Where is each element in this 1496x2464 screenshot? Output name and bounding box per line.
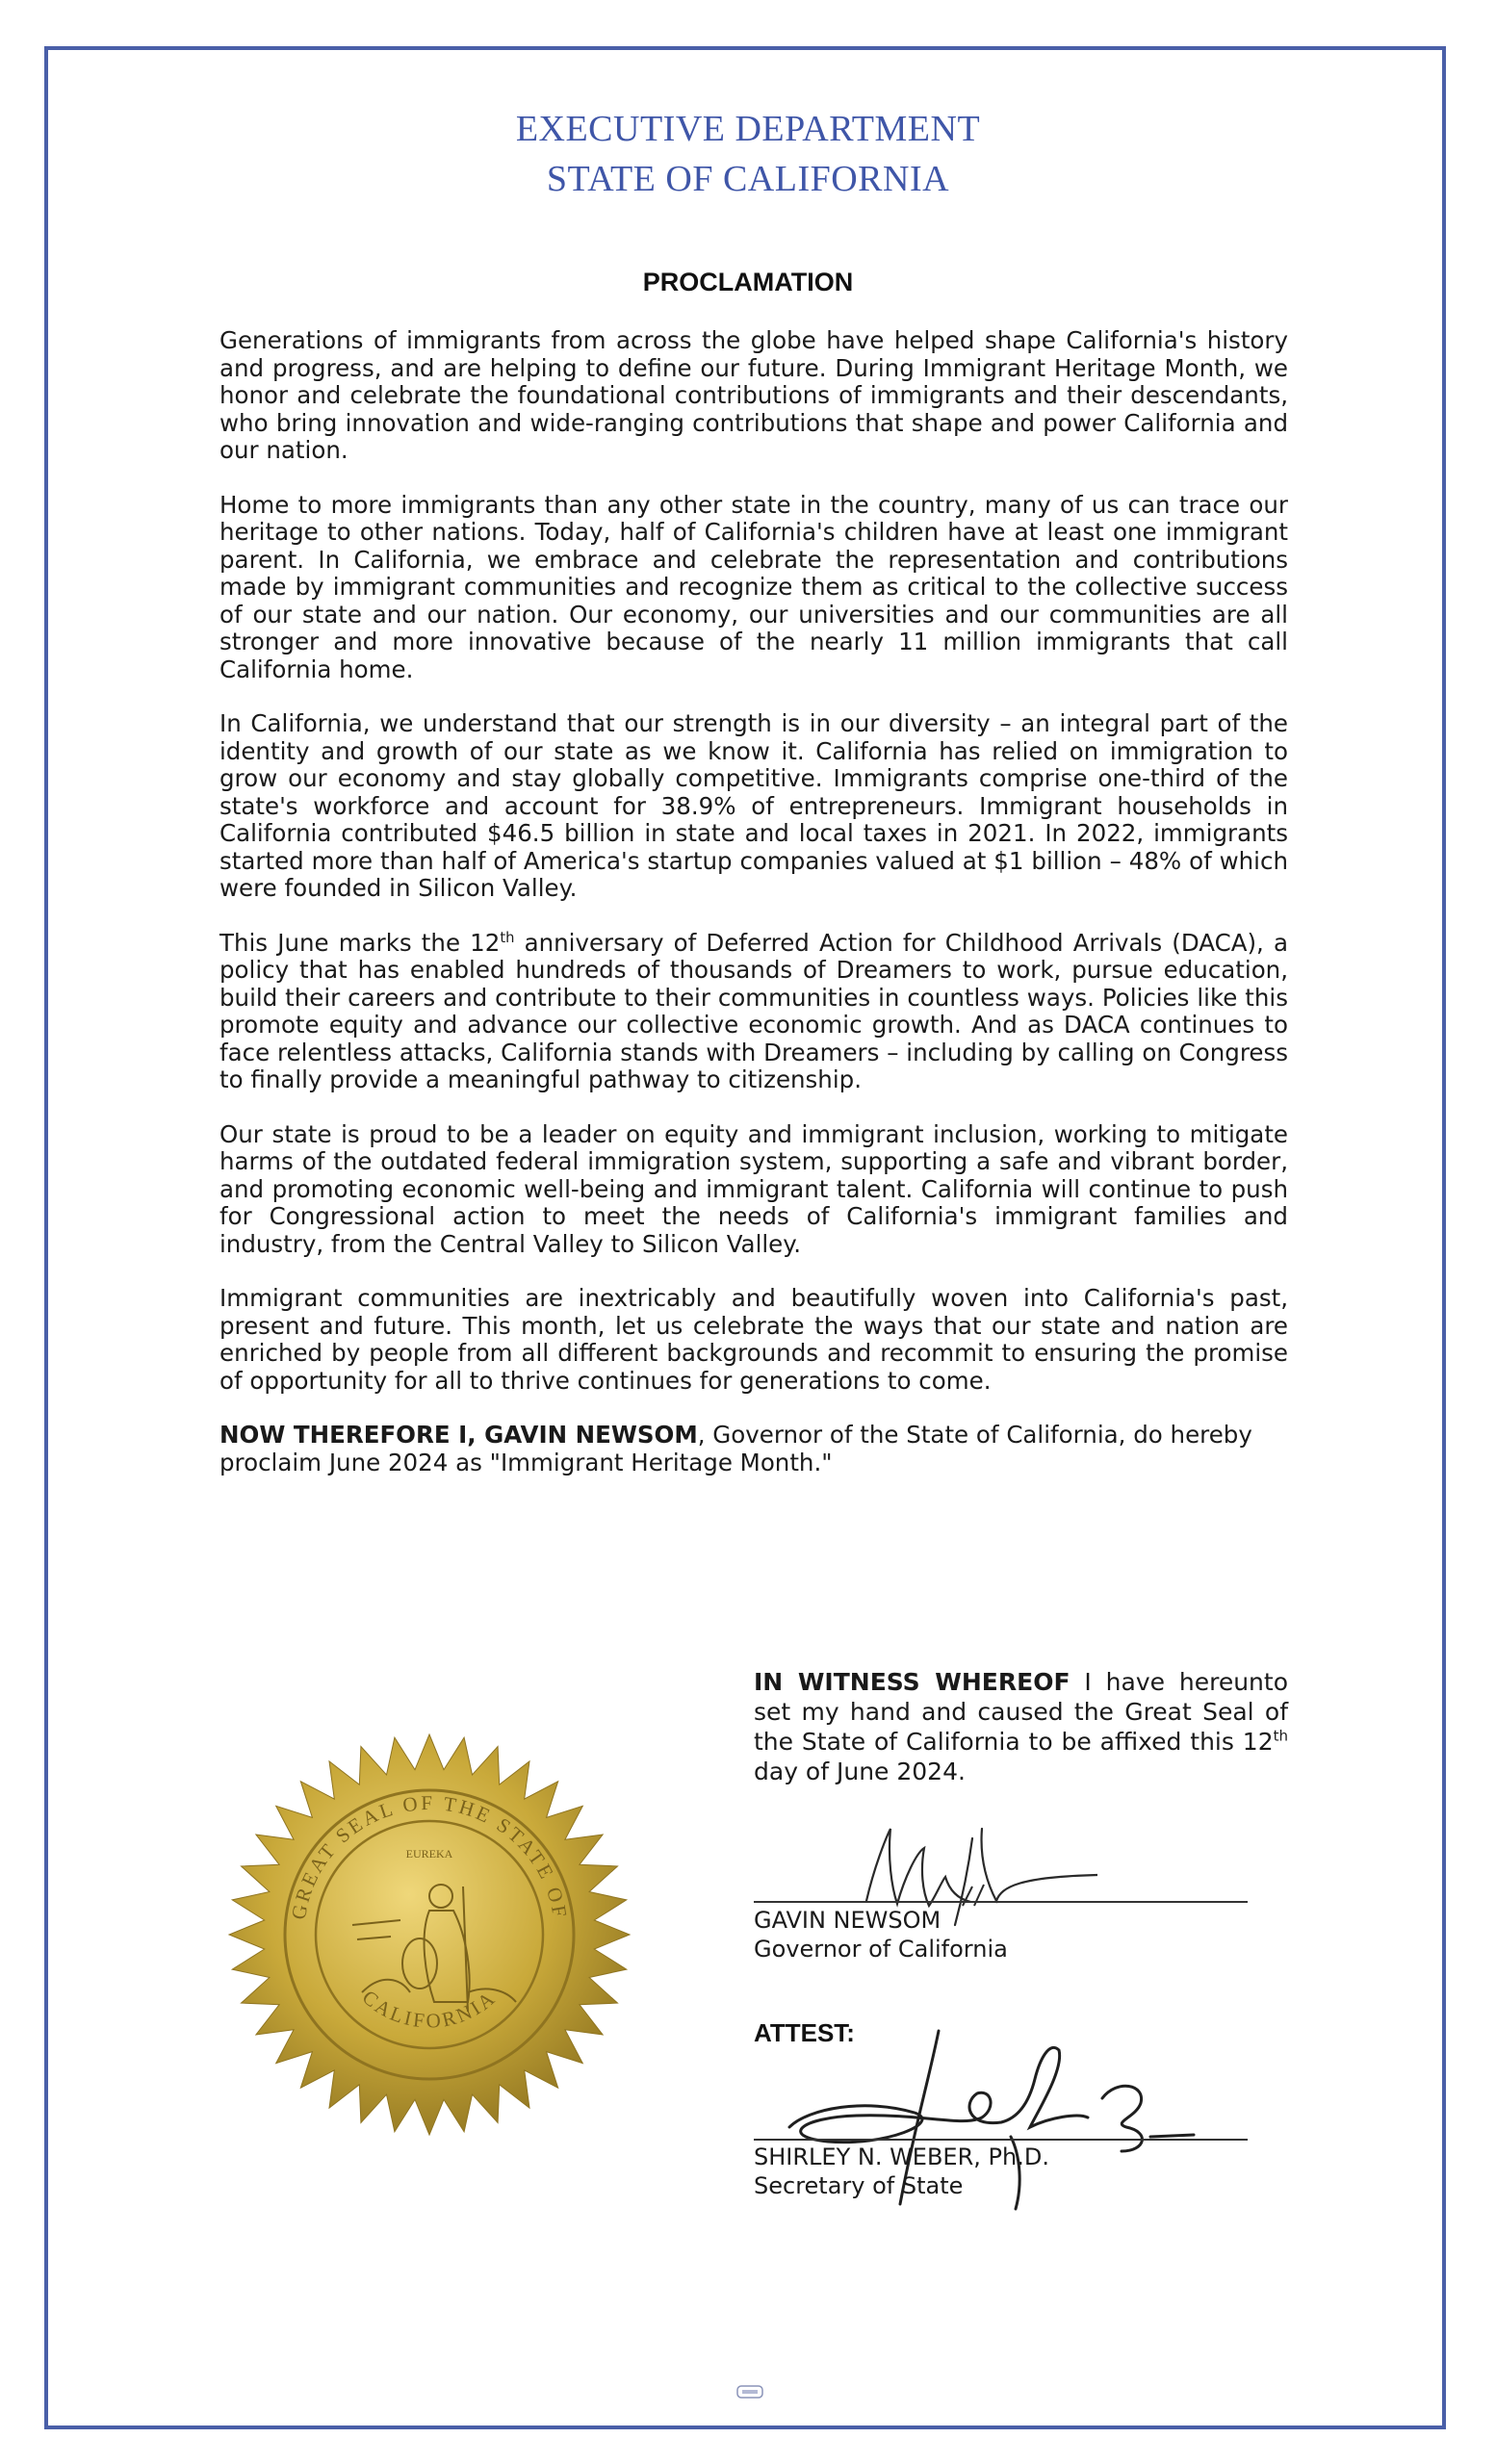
- header-line-1: EXECUTIVE DEPARTMENT: [515, 109, 981, 149]
- witness-bold: IN WITNESS WHEREOF: [754, 1668, 1070, 1696]
- witness-ordinal: th: [1273, 1727, 1288, 1745]
- seal-text-bottom: CALIFORNIA: [357, 1985, 502, 2033]
- secretary-title: Secretary of State: [754, 2172, 964, 2199]
- paragraph-daca: [219, 930, 1288, 1094]
- paragraph-5: Our state is proud to be a leader on equity and immigrant inclusion, working to mitigate harms of the outdated federal immigration system, supporting a safe and vibrant border, and promoting economic well-being and immigrant talent. California will continue to push for Congressional action to meet the needs of California's immigrant families and industry, from the Central Valley to Silicon Valley.: [219, 1119, 1288, 1258]
- header-line-2: STATE OF CALIFORNIA: [546, 159, 950, 199]
- attest-label: ATTEST:: [754, 2018, 855, 2047]
- great-seal: [227, 1732, 632, 2137]
- proclamation-body: [219, 327, 1288, 1503]
- daca-ordinal: th: [500, 929, 515, 946]
- witness-clause: [754, 1667, 1288, 1786]
- now-therefore-bold: NOW THEREFORE I, GAVIN NEWSOM: [219, 1421, 698, 1449]
- now-therefore-rest: , Governor of the State of California, do hereby proclaim June 2024 as "Immigrant Heritage Month.": [219, 1421, 1252, 1476]
- now-therefore-paragraph: [219, 1422, 1288, 1476]
- governor-name: GAVIN NEWSOM: [754, 1907, 941, 1934]
- union-bug-icon: [736, 2385, 763, 2399]
- document-header: [0, 104, 1496, 204]
- governor-signature-line: [754, 1901, 1248, 1903]
- paragraph-6: Immigrant communities are inextricably and beautifully woven into California's past, present and future. This month, let us celebrate the ways that our state and nation are enriched by people from all different backgrounds and recommit to ensuring the promise of opportunity for all to thrive continues for generations to come.: [219, 1284, 1288, 1395]
- witness-text-after: day of June 2024.: [754, 1758, 966, 1785]
- daca-text-after: anniversary of Deferred Action for Childhood Arrivals (DACA), a policy that has enabled hundreds of thousands of Dreamers to work, pursue education, build their careers and contribute to their communities in countless ways. Policies like this promote equity and advance our collective economic growth. And as DACA continues to face relentless attacks, California stands with Dreamers – including by calling on Congress to finally provide a meaningful pathway to citizenship.: [219, 928, 1288, 1093]
- witness-text-before: I have hereunto set my hand and caused the Great Seal of the State of California to be affixed this 12: [754, 1668, 1288, 1756]
- secretary-signature-line: [754, 2139, 1248, 2141]
- paragraph-3: In California, we understand that our strength is in our diversity – an integral part of the identity and growth of our state as we know it. California has relied on immigration to grow our economy and stay globally competitive. Immigrants comprise one-third of the state's workforce and account for 38.9% of entrepreneurs. Immigrant households in California contributed $46.5 billion in state and local taxes in 2021. In 2022, immigrants started more than half of America's startup companies valued at $1 billion – 48% of which were founded in Silicon Valley.: [219, 709, 1288, 902]
- seal-motto: EUREKA: [405, 1847, 453, 1861]
- paragraph-1: Generations of immigrants from across the globe have helped shape California's history and progress, and are helping to define our future. During Immigrant Heritage Month, we honor and celebrate the foundational contributions of immigrants and their descendants, who bring innovation and wide-ranging contributions that shape and power California and our nation.: [219, 326, 1288, 464]
- paragraph-2: Home to more immigrants than any other state in the country, many of us can trace our heritage to other nations. Today, half of California's children have at least one immigrant parent. In California, we embrace and celebrate the representation and contributions made by immigrant communities and recognize them as critical to the collective success of our state and our nation. Our economy, our universities and our communities are all stronger and more innovative because of the nearly 11 million immigrants that call California home.: [219, 490, 1288, 683]
- secretary-name: SHIRLEY N. WEBER, Ph.D.: [754, 2143, 1049, 2170]
- seal-text-top: GREAT SEAL OF THE STATE OF: [286, 1790, 573, 1922]
- governor-title: Governor of California: [754, 1936, 1008, 1963]
- daca-text-before: This June marks the 12: [219, 928, 501, 957]
- proclamation-title: PROCLAMATION: [642, 268, 854, 296]
